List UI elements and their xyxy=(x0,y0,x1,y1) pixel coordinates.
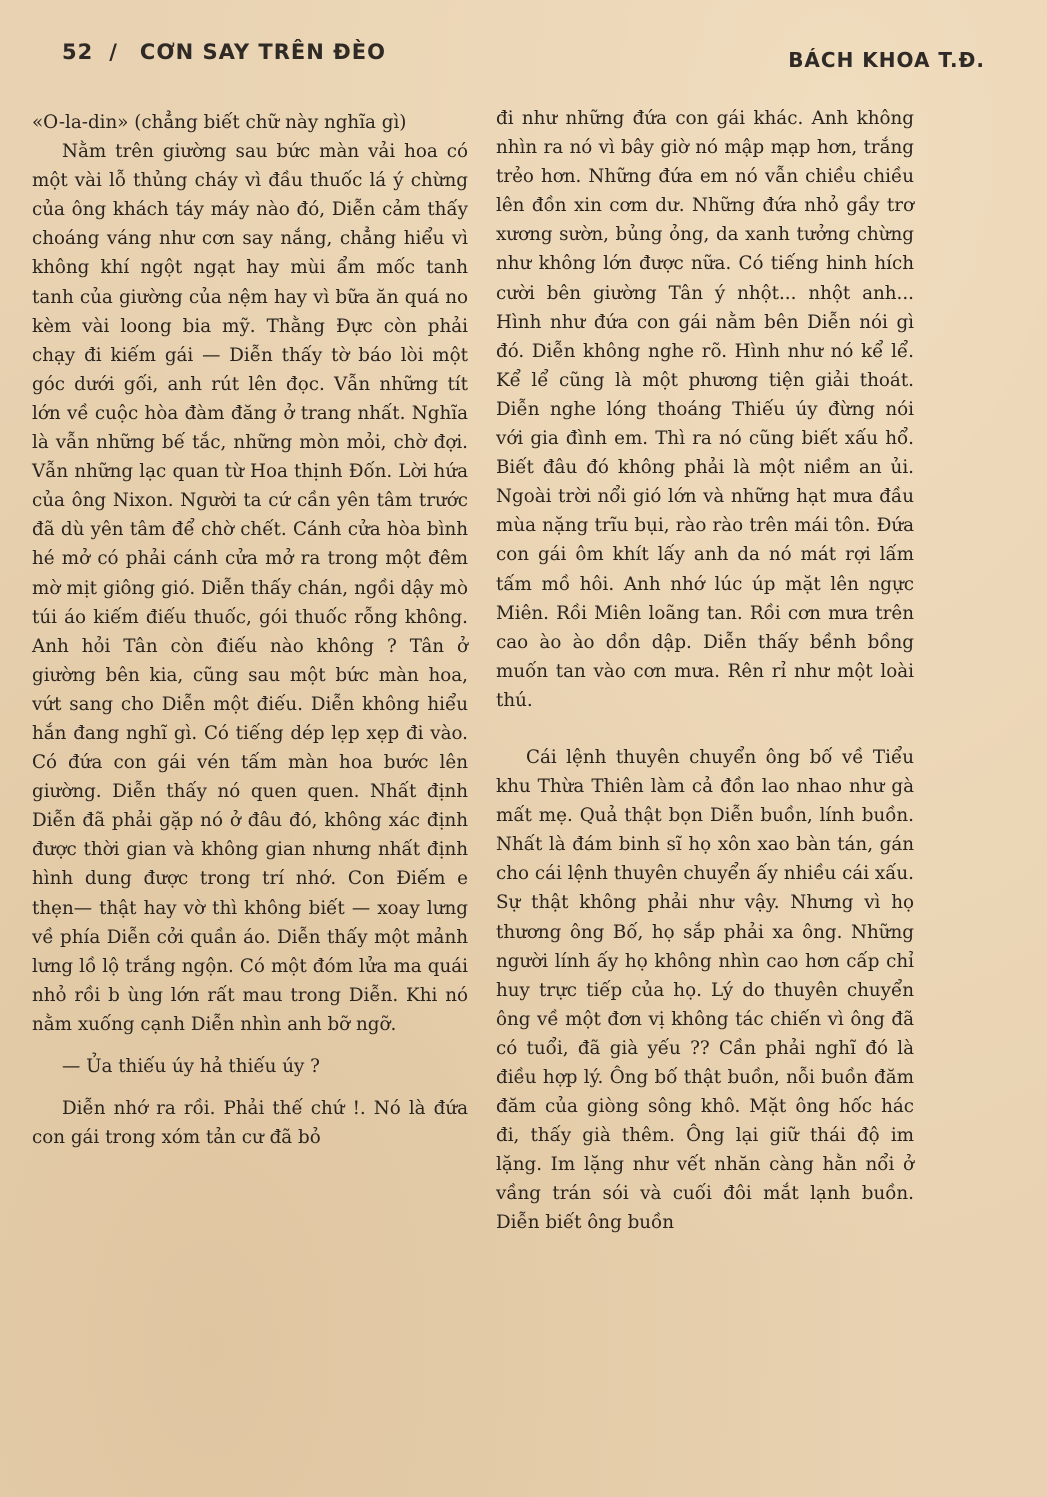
right-column xyxy=(496,104,914,1238)
story-title: CƠN SAY TRÊN ĐÈO xyxy=(139,40,386,64)
left-column xyxy=(32,104,468,1152)
header-separator: / xyxy=(109,40,118,64)
header-left xyxy=(62,40,386,64)
paragraph: Nằm trên giường sau bức màn vải hoa có một vài lỗ thủng cháy vì đầu thuốc lá ý chừng của ông khách táy máy nào đó, Diễn cảm thấy choáng váng như cơn say nắng, chẳng hiểu vì không khí ngột ngạt hay mùi ẩm mốc tanh tanh của giường của nệm hay vì bữa ăn quá no kèm vài loong bia mỹ. Thằng Đực còn phải chạy đi kiếm gái — Diễn thấy tờ báo lòi một góc dưới gối, anh rút lên đọc. Vẫn những tít lớn về cuộc hòa đàm đăng ở trang nhất. Nghĩa là vẫn những bế tắc, những mòn mỏi, chờ đợi. Vẫn những lạc quan từ Hoa thịnh Đốn. Lời hứa của ông Nixon. Người ta cứ cần yên tâm trước đã dù yên tâm để chờ chết. Cánh cửa hòa bình hé mở có phải cánh cửa mở ra trong một đêm mờ mịt giông gió. Diễn thấy chán, ngồi dậy mò túi áo kiếm điếu thuốc, gói thuốc rỗng không. Anh hỏi Tân còn điếu nào không ? Tân ở giường bên kia, cũng sau một bức màn hoa, vứt sang cho Diễn một điếu. Diễn không hiểu hắn đang nghĩ gì. Có tiếng dép lẹp xẹp đi vào. Có đứa con gái vén tấm màn hoa bước lên giường. Diễn thấy nó quen quen. Nhất định Diễn đã phải gặp nó ở đâu đó, không xác định được thời gian và không gian nhưng nhất định hình dung được trong trí nhớ. Con Điếm e thẹn— thật hay vờ thì không biết — xoay lưng về phía Diễn cởi quần áo. Diễn thấy một mảnh lưng lồ lộ trắng ngộn. Có một đóm lửa ma quái nhỏ rồi b ùng lớn rất mau trong Diễn. Khi nó nằm xuống cạnh Diễn nhìn anh bỡ ngỡ. xyxy=(32,141,468,1035)
paragraph: Diễn nhớ ra rồi. Phải thế chứ !. Nó là đứa con gái trong xóm tản cư đã bỏ xyxy=(32,1098,468,1149)
page-header xyxy=(62,40,985,80)
paragraph: «O-la-din» (chẳng biết chữ này nghĩa gì) xyxy=(32,112,407,133)
magazine-name: BÁCH KHOA T.Đ. xyxy=(788,48,985,72)
paragraph: đi như những đứa con gái khác. Anh không nhìn ra nó vì bây giờ nó mập mạp hơn, trắng trẻo hơn. Những đứa em nó vẫn chiều chiều lên đồn xin cơm dư. Những đứa nhỏ gầy trơ xương sườn, bủng ỏng, da xanh tưởng chừng như không lớn được nữa. Có tiếng hinh hích cười bên giường Tân ý nhột... nhột anh... Hình như đứa con gái nằm bên Diễn nói gì đó. Diễn không nghe rõ. Hình như nó kể lể. Kể lể cũng là một phương tiện giải thoát. Diễn nghe lóng thoáng Thiếu úy đừng nói với gia đình em. Thì ra nó cũng biết xấu hổ. Biết đâu đó không phải là một niềm an ủi. Ngoài trời nổi gió lớn và những hạt mưa đầu mùa nặng trĩu bụi, rào rào trên mái tôn. Đứa con gái ôm khít lấy anh da nó mát rợi lấm tấm mồ hôi. Anh nhớ lúc úp mặt lên ngực Miên. Rồi Miên loãng tan. Rồi cơn mưa trên cao ào ào dồn dập. Diễn thấy bềnh bồng muốn tan vào cơn mưa. Rên rỉ như một loài thú. xyxy=(496,108,914,711)
paragraph: — Ủa thiếu úy hả thiếu úy ? xyxy=(62,1056,320,1077)
page-number: 52 xyxy=(62,40,94,64)
paragraph: Cái lệnh thuyên chuyển ông bố về Tiểu khu Thừa Thiên làm cả đồn lao nhao như gà mất mẹ. Quả thật bọn Diễn buồn, lính buồn. Nhất là đám binh sĩ họ xôn xao bàn tán, gán cho cái lệnh thuyên chuyển ấy nhiều cái xấu. Sự thật không phải như vậy. Nhưng vì họ thương ông Bố, họ sắp phải xa ông. Những người lính ấy họ không nhìn cao hơn cấp chỉ huy trực tiếp của họ. Lý do thuyên chuyển ông về một đơn vị không tác chiến vì ông đã có tuổi, đã già yếu ?? Cần phải nghĩ đó là điều hợp lý. Ông bố thật buồn, nỗi buồn đăm đăm của giòng sông khô. Mặt ông hốc hác đi, thấy già thêm. Ông lại giữ thái độ im lặng. Im lặng như vết nhăn càng hằn nổi ở vầng trán sói và cuối đôi mắt lạnh buồn. Diễn biết ông buồn xyxy=(496,746,914,1234)
